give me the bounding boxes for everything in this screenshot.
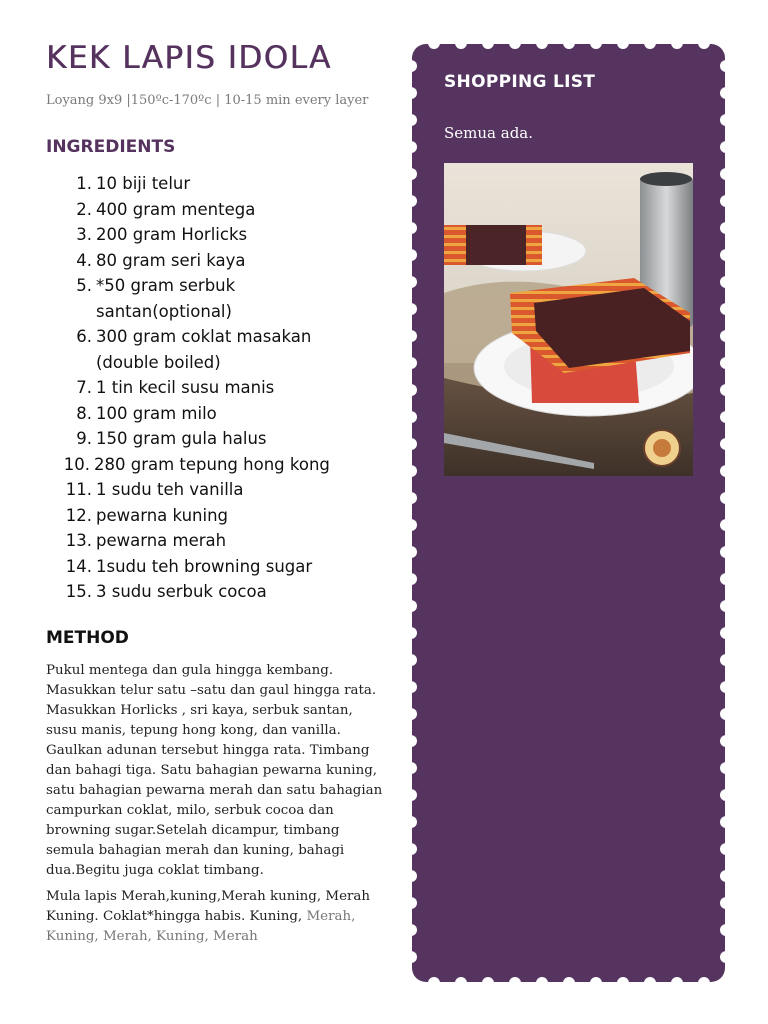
ingredient-item [46, 554, 376, 580]
shopping-list-text: Semua ada. [444, 124, 534, 142]
ingredient-number: 13. [65, 531, 92, 550]
ingredient-number: 3. [76, 225, 92, 244]
ingredient-text: 1sudu teh browning sugar [96, 556, 313, 576]
method-paragraph-2-main: Mula lapis Merah,kuning,Merah kuning, Merah Kuning. Coklat*hingga habis. Kuning, [46, 889, 371, 924]
shopping-list-title: SHOPPING LIST [444, 72, 596, 92]
ingredient-number: 10. [63, 454, 90, 474]
ingredient-item [46, 401, 376, 427]
ingredient-item [46, 452, 376, 478]
method-paragraph-1: Pukul mentega dan gula hingga kembang. Masukkan telur satu –satu dan gaul hingga rata. Masukkan Horlicks , sri kaya, serbuk santan, susu manis, tepung hong kong, dan vanilla. Gaulkan adunan tersebut hingga rata. Timbang dan bahagi tiga. Satu bahagian pewarna kuning, satu bahagian pewarna merah dan satu bahagian campurkan coklat, milo, serbuk cocoa dan browning sugar.Setelah dicampur, timbang semula bahagian merah dan kuning, bahagi dua.Begitu juga coklat timbang. [46, 663, 383, 878]
ingredient-text: 10 biji telur [96, 174, 191, 193]
ingredient-text: 80 gram seri kaya [96, 250, 246, 270]
ingredient-number: 14. [65, 556, 92, 576]
ingredient-number: 4. [76, 250, 92, 270]
ingredient-text: pewarna merah [96, 531, 227, 550]
ingredient-number: 9. [76, 429, 92, 448]
method-text [46, 661, 386, 953]
method-paragraph-2 [46, 887, 386, 947]
ingredient-number: 2. [76, 199, 92, 219]
ingredient-item [46, 503, 376, 529]
ingredient-text: 150 gram gula halus [96, 429, 267, 448]
ingredient-text: 3 sudu serbuk cocoa [96, 582, 267, 601]
ingredients-heading: INGREDIENTS [46, 137, 176, 157]
ingredient-item [46, 477, 376, 503]
ingredient-text: 400 gram mentega [96, 199, 256, 219]
cake-photo [444, 163, 693, 476]
ingredient-item [46, 579, 376, 605]
recipe-subtitle: Loyang 9x9 |150ºc-170ºc | 10-15 min every layer [46, 93, 369, 108]
ingredient-item [46, 222, 376, 248]
back-cake-slice [444, 225, 542, 265]
ingredient-text: 1 tin kecil susu manis [96, 378, 275, 397]
layer-cake-illustration [444, 163, 693, 476]
ingredient-item [46, 248, 376, 274]
ingredient-item [46, 426, 376, 452]
ingredient-item [46, 375, 376, 401]
shopping-list-sidebar [412, 44, 725, 982]
ingredient-item [46, 171, 376, 197]
ingredient-number: 15. [65, 582, 92, 601]
recipe-title: KEK LAPIS IDOLA [46, 40, 332, 76]
ingredient-item [46, 273, 376, 324]
ingredient-text: 1 sudu teh vanilla [96, 480, 244, 499]
ingredient-number: 11. [65, 480, 92, 499]
ingredient-text: 280 gram tepung hong kong [94, 454, 330, 474]
ingredient-number: 7. [76, 378, 92, 397]
ingredient-text: pewarna kuning [96, 505, 229, 525]
ingredient-number: 6. [76, 327, 92, 346]
ingredient-text: 300 gram coklat masakan (double boiled) [96, 327, 312, 372]
ingredients-list [46, 171, 376, 605]
ingredient-number: 12. [65, 505, 92, 525]
ingredient-item [46, 324, 376, 375]
method-heading: METHOD [46, 628, 129, 648]
ingredient-number: 8. [76, 403, 92, 423]
ingredient-text: 100 gram milo [96, 403, 217, 423]
ingredient-number: 1. [76, 174, 92, 193]
ingredient-number: 5. [76, 276, 92, 295]
ingredient-text: 200 gram Horlicks [96, 225, 248, 244]
ingredient-text: *50 gram serbuk santan(optional) [96, 276, 236, 321]
ingredient-item [46, 528, 376, 554]
method-paragraph-2-muted: Merah, Kuning, Merah, Kuning, Merah [46, 909, 356, 944]
ingredient-item [46, 197, 376, 223]
